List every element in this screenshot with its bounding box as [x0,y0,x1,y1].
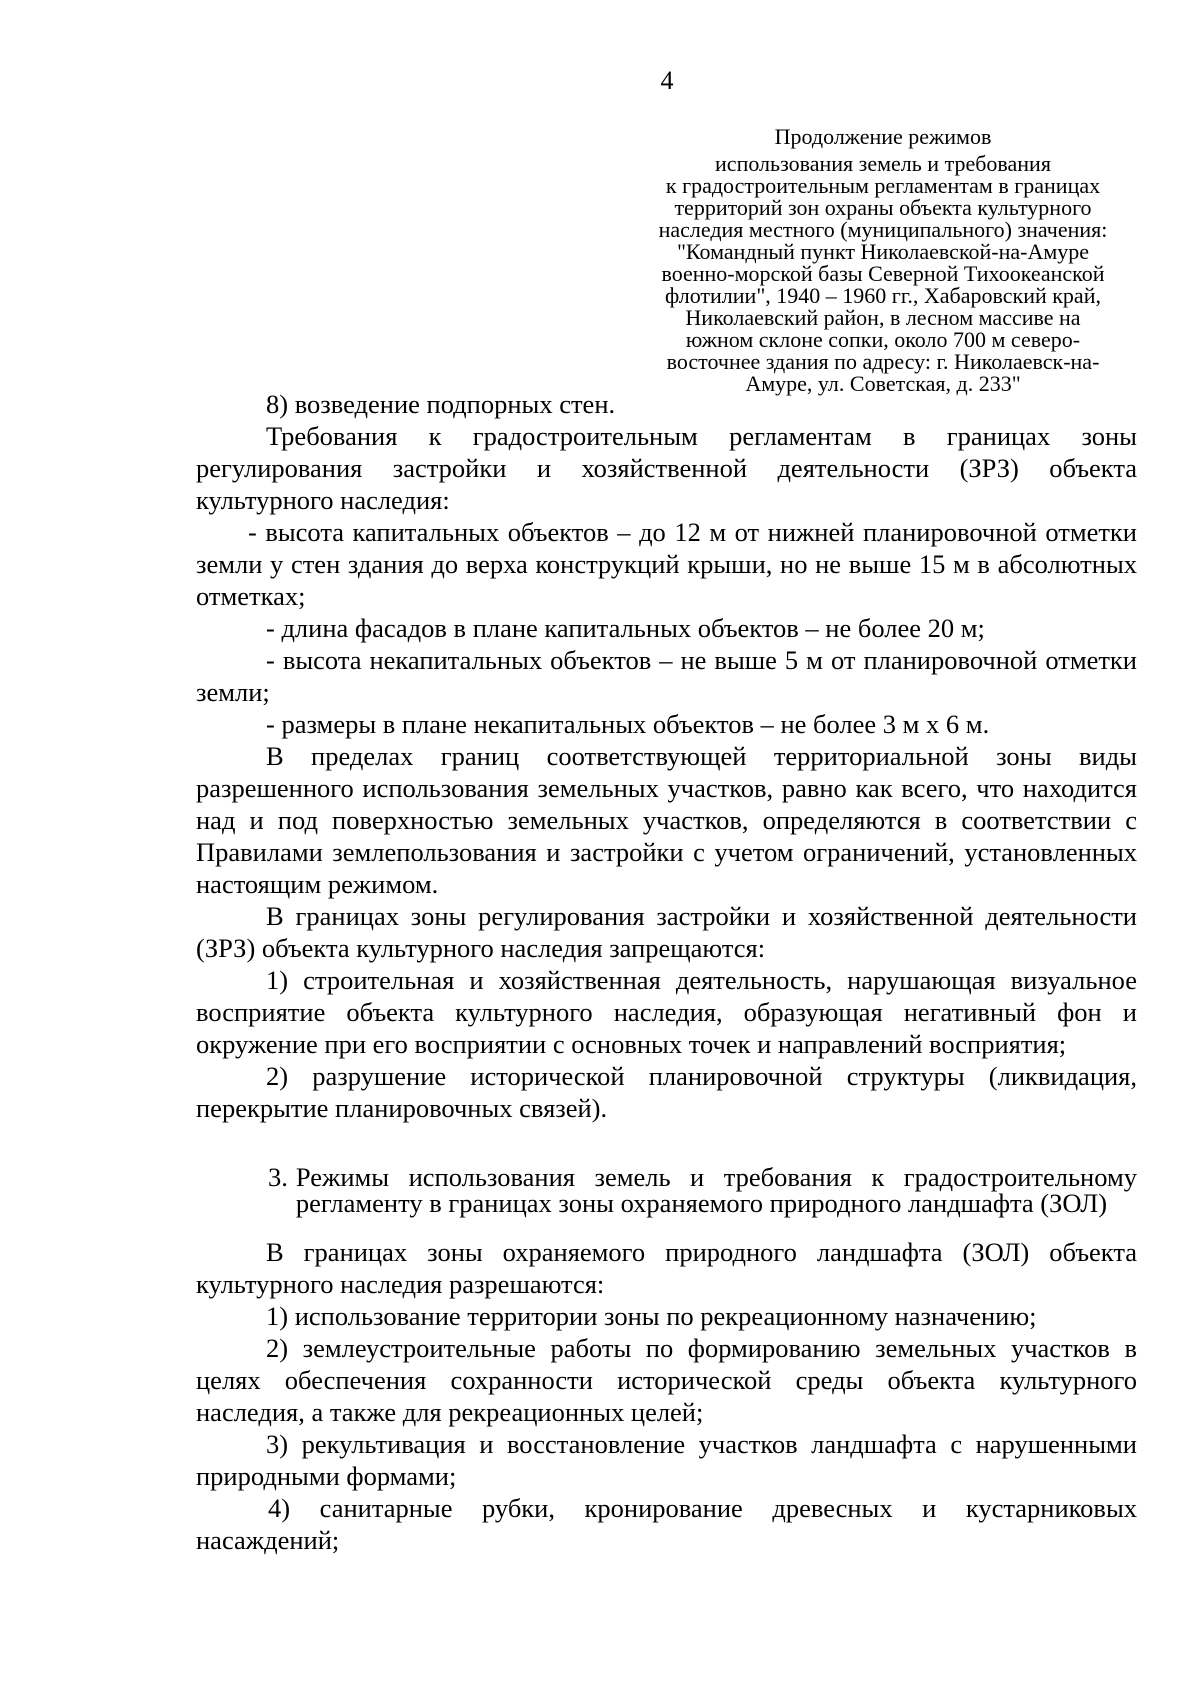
section-number: 3. [268,1162,288,1192]
document-body [196,388,1137,1556]
header-line: к градостроительным регламентам в границах [665,173,1101,198]
section-title: Режимы использования земель и требования к градостроительному регламенту в границах зоны охраняемого природного ландшафта (ЗОЛ) [295,1162,1137,1218]
page-number: 4 [660,66,674,95]
header-line: военно-морской базы Северной Тихоокеанской [661,261,1105,286]
list-item: 1) использование территории зоны по рекреационному назначению; [266,1301,1037,1331]
list-item: 1) строительная и хозяйственная деятельность, нарушающая визуальное восприятие объекта культурного наследия, образующая негативный фон и окружение при его восприятии с основных точек и направлений восприятия; [196,965,1137,1059]
header-line: Николаевский район, в лесном массиве на [685,305,1081,330]
paragraph: 8) возведение подпорных стен. [266,389,616,419]
header-line: использования земель и требования [715,151,1051,176]
paragraph: В границах зоны регулирования застройки и хозяйственной деятельности (ЗРЗ) объекта культурного наследия запрещаются: [196,901,1137,963]
list-item: 2) землеустроительные работы по формированию земельных участков в целях обеспечения сохранности исторической среды объекта культурного наследия, а также для рекреационных целей; [196,1333,1137,1427]
paragraph: В пределах границ соответствующей территориальной зоны виды разрешенного использования земельных участков, равно как всего, что находится над и под поверхностью земельных участков, определяются в соответствии с Правилами землепользования и застройки с учетом ограничений, установленных настоящим режимом. [196,741,1137,899]
header-line: Продолжение режимов [774,124,992,149]
list-item: 2) разрушение исторической планировочной структуры (ликвидация, перекрытие планировочных связей). [196,1061,1137,1123]
list-item: 4) санитарные рубки, кронирование древесных и кустарниковых насаждений; [196,1493,1137,1555]
header-line: южном склоне сопки, около 700 м северо- [685,327,1081,352]
list-item: - размеры в плане некапитальных объектов – не более 3 м х 6 м. [266,709,990,739]
list-item: - высота некапитальных объектов – не выше 5 м от планировочной отметки земли; [196,645,1137,707]
list-item: - высота капитальных объектов – до 12 м от нижней планировочной отметки земли у стен здания до верха конструкций крыши, но не выше 15 м в абсолютных отметках; [196,517,1137,611]
header-line: территорий зон охраны объекта культурного [674,195,1092,220]
header-line: наследия местного (муниципального) значения: [658,217,1108,242]
header-line: Амуре, ул. Советская, д. 233" [745,371,1021,396]
list-item: 3) рекультивация и восстановление участков ландшафта с нарушенными природными формами; [196,1429,1137,1491]
header-line: восточнее здания по адресу: г. Николаевск-на- [666,349,1100,374]
section-heading [268,1164,1137,1216]
header-line: "Командный пункт Николаевской-на-Амуре [676,239,1090,264]
list-item: - длина фасадов в плане капитальных объектов – не более 20 м; [266,613,985,643]
paragraph: В границах зоны охраняемого природного ландшафта (ЗОЛ) объекта культурного наследия разрешаются: [196,1237,1137,1299]
appendix-header [633,126,1133,395]
header-line: флотилии", 1940 – 1960 гг., Хабаровский край, [665,283,1101,308]
paragraph: Требования к градостроительным регламентам в границах зоны регулирования застройки и хозяйственной деятельности (ЗРЗ) объекта культурного наследия: [196,421,1137,515]
